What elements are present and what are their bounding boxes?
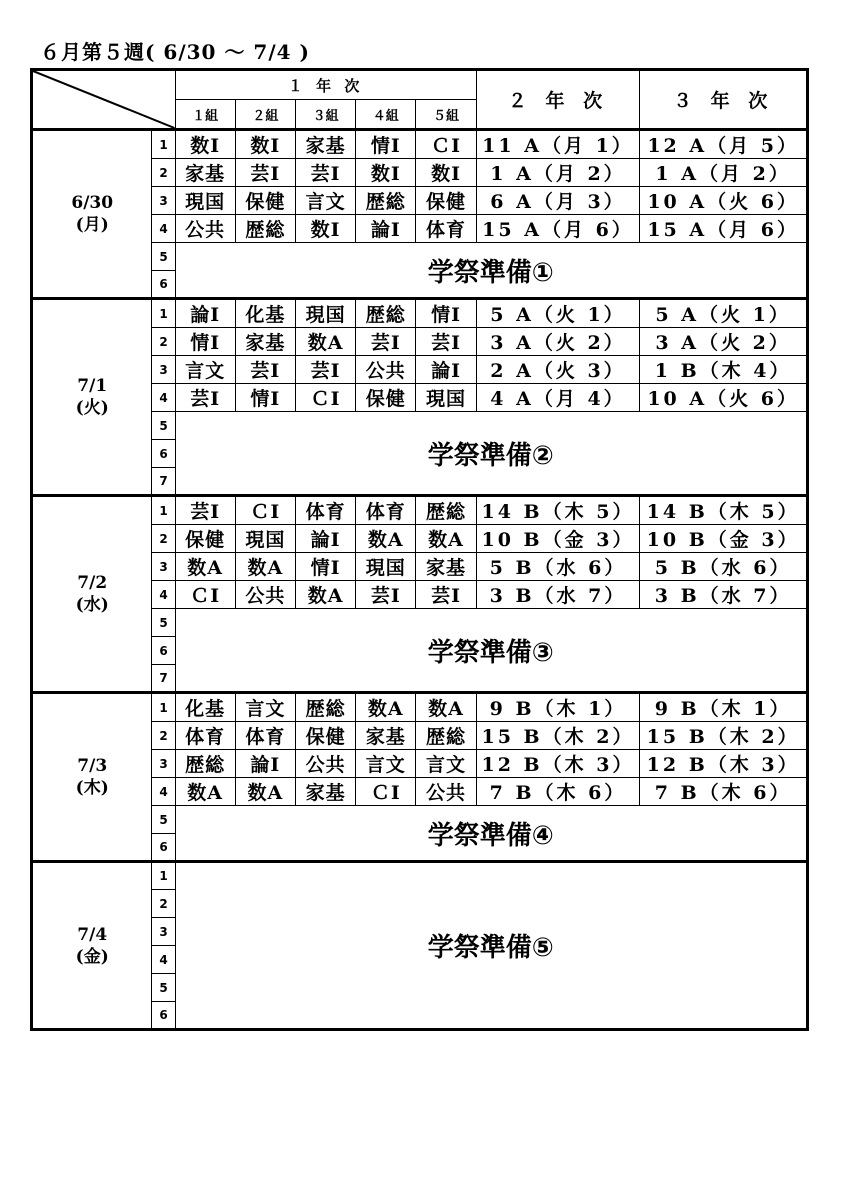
subject-cell: 芸Ⅰ: [235, 356, 295, 384]
year3-cell: 1 A（月 2）: [640, 159, 808, 187]
year3-cell: 10 A（火 6）: [640, 384, 808, 412]
period-number: 5: [152, 806, 175, 834]
subject-cell: 言文: [235, 693, 295, 722]
subject-cell: 体育: [295, 496, 355, 525]
subject-cell: 芸Ⅰ: [416, 581, 476, 609]
year3-cell: 10 A（火 6）: [640, 187, 808, 215]
period-number: 2: [152, 890, 175, 918]
year3-cell: 7 B（木 6）: [640, 778, 808, 806]
day-weekday: (木): [75, 778, 109, 798]
year2-cell: 1 A（月 2）: [476, 159, 640, 187]
subject-cell: 家基: [235, 328, 295, 356]
day-weekday: (火): [75, 398, 109, 418]
period-number: 4: [152, 778, 175, 806]
year1-header: １ 年 次: [175, 70, 476, 100]
subject-cell: 数A: [175, 553, 235, 581]
year3-cell: 14 B（木 5）: [640, 496, 808, 525]
subject-cell: 体育: [175, 722, 235, 750]
year2-cell: 6 A（月 3）: [476, 187, 640, 215]
year2-cell: 15 A（月 6）: [476, 215, 640, 243]
class-header-4: ４組: [356, 100, 416, 130]
period-number: 4: [152, 581, 175, 609]
school-festival-prep-cell: 学祭準備④: [175, 806, 807, 862]
subject-cell: 体育: [235, 722, 295, 750]
subject-cell: 家基: [416, 553, 476, 581]
day-weekday: (月): [75, 215, 109, 235]
period-number: 5: [152, 412, 175, 440]
year2-cell: 11 A（月 1）: [476, 130, 640, 159]
day-date: 6/30: [71, 193, 114, 213]
period-number: 4: [152, 215, 175, 243]
school-festival-prep-cell: 学祭準備①: [175, 243, 807, 299]
subject-cell: 公共: [416, 778, 476, 806]
day-date: 7/1: [77, 376, 108, 396]
period-number: 1: [152, 299, 175, 328]
subject-cell: 家基: [295, 130, 355, 159]
year3-cell: 10 B（金 3）: [640, 525, 808, 553]
period-row: [32, 130, 808, 159]
year2-cell: 3 B（水 7）: [476, 581, 640, 609]
subject-cell: 家基: [356, 722, 416, 750]
period-number: 6: [152, 834, 175, 862]
class-header-3: ３組: [295, 100, 355, 130]
subject-cell: 論Ⅰ: [356, 215, 416, 243]
year3-cell: 5 A（火 1）: [640, 299, 808, 328]
year2-cell: 15 B（木 2）: [476, 722, 640, 750]
period-number: 1: [152, 862, 175, 890]
subject-cell: 化基: [235, 299, 295, 328]
subject-cell: 情Ⅰ: [295, 553, 355, 581]
subject-cell: ＣⅠ: [416, 130, 476, 159]
year3-cell: 3 A（火 2）: [640, 328, 808, 356]
subject-cell: 家基: [175, 159, 235, 187]
period-number: 2: [152, 328, 175, 356]
period-number: 4: [152, 384, 175, 412]
period-number: 6: [152, 1002, 175, 1030]
period-number: 6: [152, 637, 175, 665]
subject-cell: 数A: [295, 581, 355, 609]
subject-cell: 数A: [295, 328, 355, 356]
subject-cell: 論Ⅰ: [416, 356, 476, 384]
subject-cell: 数A: [416, 693, 476, 722]
subject-cell: 情Ⅰ: [235, 384, 295, 412]
subject-cell: 論Ⅰ: [235, 750, 295, 778]
subject-cell: 数A: [356, 525, 416, 553]
day-cell: [32, 862, 152, 1030]
subject-cell: ＣⅠ: [235, 496, 295, 525]
subject-cell: 芸Ⅰ: [295, 356, 355, 384]
period-number: 1: [152, 496, 175, 525]
period-row: [32, 862, 808, 890]
class-header-2: ２組: [235, 100, 295, 130]
subject-cell: 歴総: [416, 496, 476, 525]
year3-cell: 12 B（木 3）: [640, 750, 808, 778]
year2-cell: 12 B（木 3）: [476, 750, 640, 778]
subject-cell: 家基: [295, 778, 355, 806]
subject-cell: 歴総: [295, 693, 355, 722]
year3-cell: 12 A（月 5）: [640, 130, 808, 159]
subject-cell: 歴総: [235, 215, 295, 243]
subject-cell: 情Ⅰ: [416, 299, 476, 328]
subject-cell: 芸Ⅰ: [175, 384, 235, 412]
year2-cell: 2 A（火 3）: [476, 356, 640, 384]
year2-header: ２ 年 次: [476, 70, 640, 130]
page-title: ６月第５週( 6/30 〜 7/4 ): [40, 40, 310, 64]
subject-cell: 現国: [356, 553, 416, 581]
subject-cell: 現国: [295, 299, 355, 328]
subject-cell: 芸Ⅰ: [356, 328, 416, 356]
period-number: 3: [152, 750, 175, 778]
day-weekday: (水): [75, 595, 109, 615]
subject-cell: 数A: [416, 525, 476, 553]
subject-cell: 芸Ⅰ: [416, 328, 476, 356]
period-number: 3: [152, 918, 175, 946]
subject-cell: 現国: [175, 187, 235, 215]
day-date: 7/4: [77, 924, 108, 945]
day-cell: [32, 299, 152, 496]
subject-cell: 言文: [356, 750, 416, 778]
school-festival-prep-cell: 学祭準備⑤: [175, 862, 807, 1030]
period-number: 3: [152, 553, 175, 581]
subject-cell: 体育: [356, 496, 416, 525]
subject-cell: 言文: [295, 187, 355, 215]
period-number: 3: [152, 187, 175, 215]
subject-cell: 保健: [295, 722, 355, 750]
school-festival-prep-cell: 学祭準備②: [175, 412, 807, 496]
year2-cell: 3 A（火 2）: [476, 328, 640, 356]
class-header-1: １組: [175, 100, 235, 130]
day-cell: [32, 496, 152, 693]
subject-cell: 歴総: [356, 187, 416, 215]
subject-cell: 保健: [175, 525, 235, 553]
period-number: 6: [152, 440, 175, 468]
subject-cell: 化基: [175, 693, 235, 722]
subject-cell: 言文: [175, 356, 235, 384]
year2-cell: 14 B（木 5）: [476, 496, 640, 525]
school-festival-prep-cell: 学祭準備③: [175, 609, 807, 693]
day-weekday: (金): [75, 946, 109, 967]
year2-cell: 7 B（木 6）: [476, 778, 640, 806]
subject-cell: 数Ⅰ: [416, 159, 476, 187]
year3-cell: 5 B（水 6）: [640, 553, 808, 581]
subject-cell: 公共: [295, 750, 355, 778]
subject-cell: 歴総: [175, 750, 235, 778]
year2-cell: 5 B（水 6）: [476, 553, 640, 581]
period-number: 2: [152, 525, 175, 553]
subject-cell: 現国: [416, 384, 476, 412]
subject-cell: 数Ⅰ: [295, 215, 355, 243]
subject-cell: 論Ⅰ: [295, 525, 355, 553]
period-number: 7: [152, 468, 175, 496]
period-number: 5: [152, 243, 175, 271]
day-cell: [32, 693, 152, 862]
year3-cell: 9 B（木 1）: [640, 693, 808, 722]
timetable: [30, 68, 809, 1031]
subject-cell: 数Ⅰ: [175, 130, 235, 159]
period-number: 4: [152, 946, 175, 974]
subject-cell: 保健: [416, 187, 476, 215]
year3-cell: 1 B（木 4）: [640, 356, 808, 384]
subject-cell: 体育: [416, 215, 476, 243]
period-number: 1: [152, 130, 175, 159]
period-number: 3: [152, 356, 175, 384]
subject-cell: 芸Ⅰ: [295, 159, 355, 187]
subject-cell: 数A: [235, 553, 295, 581]
year3-header: ３ 年 次: [640, 70, 808, 130]
subject-cell: 歴総: [356, 299, 416, 328]
subject-cell: 数Ⅰ: [356, 159, 416, 187]
year2-cell: 4 A（月 4）: [476, 384, 640, 412]
subject-cell: 論Ⅰ: [175, 299, 235, 328]
subject-cell: 数Ⅰ: [235, 130, 295, 159]
period-number: 6: [152, 271, 175, 299]
year3-cell: 15 B（木 2）: [640, 722, 808, 750]
subject-cell: 歴総: [416, 722, 476, 750]
period-number: 7: [152, 665, 175, 693]
subject-cell: 芸Ⅰ: [356, 581, 416, 609]
period-number: 5: [152, 609, 175, 637]
period-row: [32, 496, 808, 525]
subject-cell: ＣⅠ: [175, 581, 235, 609]
subject-cell: 公共: [175, 215, 235, 243]
year2-cell: 9 B（木 1）: [476, 693, 640, 722]
subject-cell: ＣⅠ: [295, 384, 355, 412]
year2-cell: 10 B（金 3）: [476, 525, 640, 553]
subject-cell: 現国: [235, 525, 295, 553]
subject-cell: 公共: [235, 581, 295, 609]
period-number: 2: [152, 159, 175, 187]
period-row: [32, 693, 808, 722]
period-number: 2: [152, 722, 175, 750]
period-row: [32, 299, 808, 328]
period-number: 5: [152, 974, 175, 1002]
subject-cell: 言文: [416, 750, 476, 778]
subject-cell: 数A: [356, 693, 416, 722]
subject-cell: 数A: [175, 778, 235, 806]
subject-cell: 情Ⅰ: [175, 328, 235, 356]
day-date: 7/2: [77, 573, 108, 593]
period-number: 1: [152, 693, 175, 722]
subject-cell: 芸Ⅰ: [235, 159, 295, 187]
day-cell: [32, 130, 152, 299]
year3-cell: 3 B（水 7）: [640, 581, 808, 609]
subject-cell: 保健: [356, 384, 416, 412]
day-date: 7/3: [77, 756, 108, 776]
subject-cell: 公共: [356, 356, 416, 384]
subject-cell: ＣⅠ: [356, 778, 416, 806]
subject-cell: 芸Ⅰ: [175, 496, 235, 525]
subject-cell: 数A: [235, 778, 295, 806]
year2-cell: 5 A（火 1）: [476, 299, 640, 328]
corner-diagonal-cell: [32, 70, 176, 130]
subject-cell: 情Ⅰ: [356, 130, 416, 159]
subject-cell: 保健: [235, 187, 295, 215]
year3-cell: 15 A（月 6）: [640, 215, 808, 243]
class-header-5: ５組: [416, 100, 476, 130]
